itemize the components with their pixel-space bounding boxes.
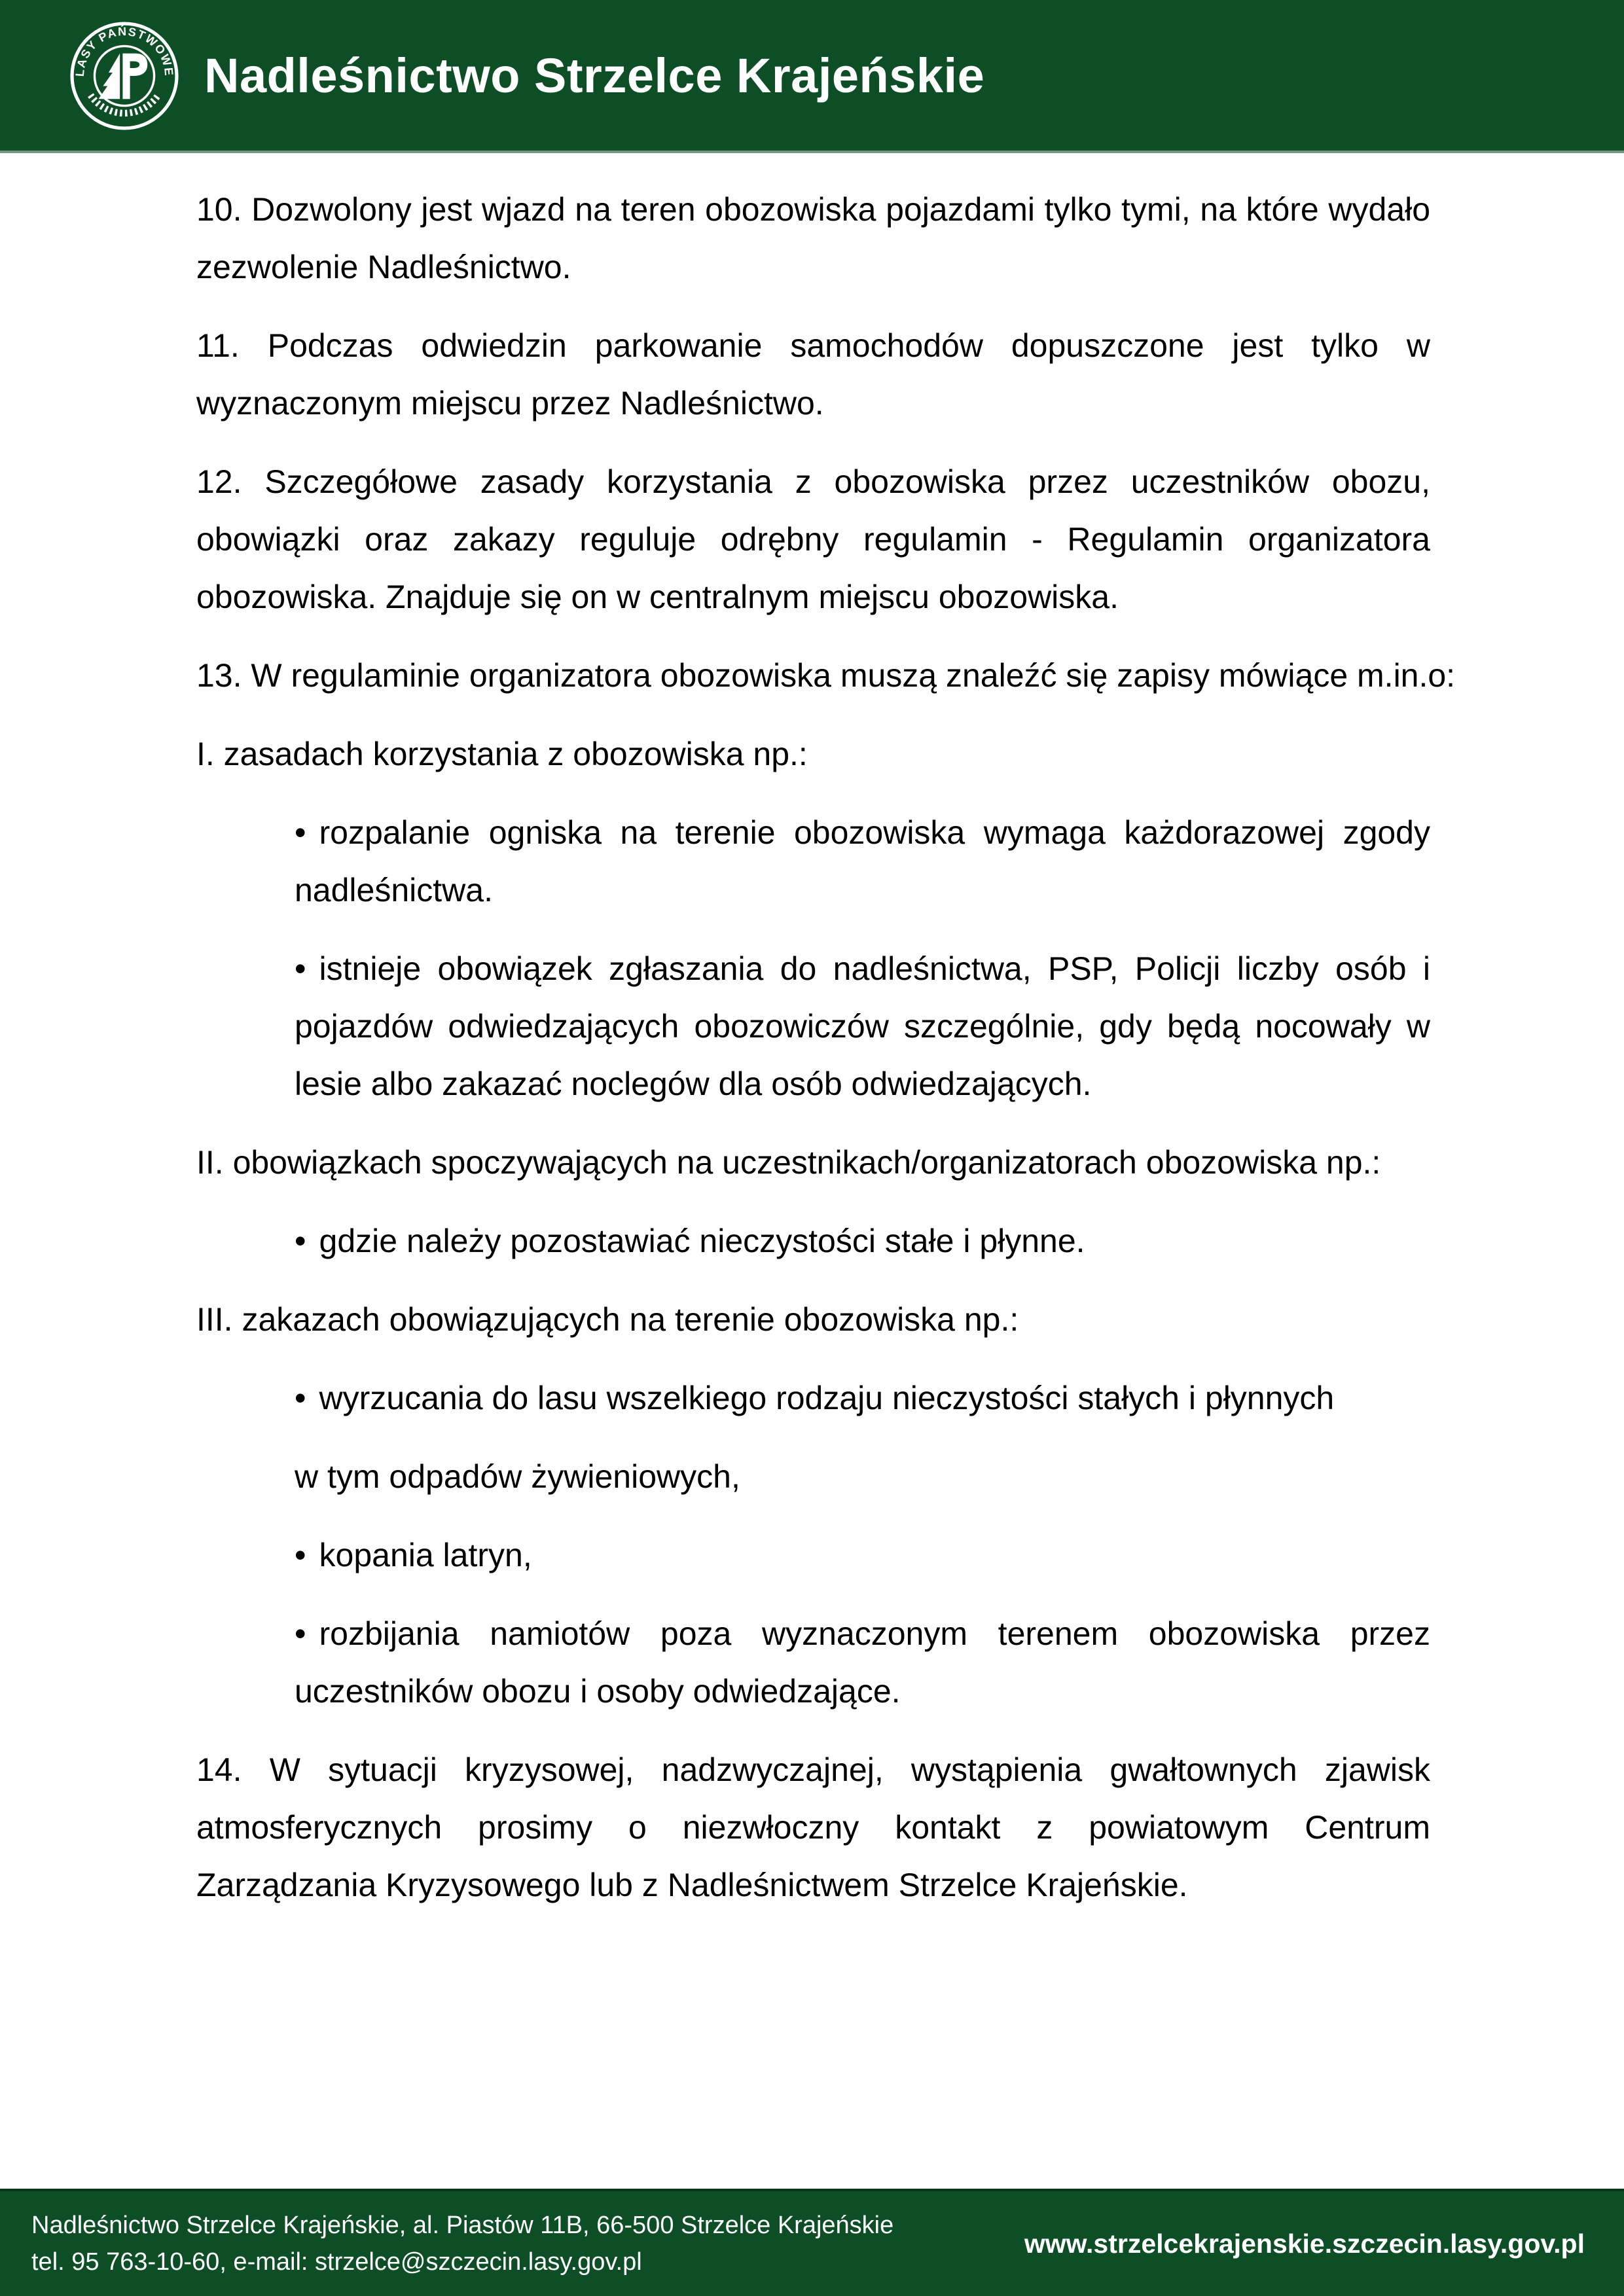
section-heading-3: III. zakazach obowiązujących na terenie obozowiska np.: bbox=[196, 1301, 1019, 1338]
footer-banner bbox=[0, 2189, 1624, 2296]
bullet-text: kopania latryn, bbox=[319, 1537, 532, 1573]
bullet-item bbox=[295, 1526, 1430, 1584]
section-heading-1: I. zasadach korzystania z obozowiska np.: bbox=[196, 736, 808, 772]
bullet-item bbox=[295, 1605, 1430, 1720]
lasy-panstwowe-logo-icon bbox=[68, 20, 181, 132]
bullet-text: rozbijania namiotów poza wyznaczonym terenem obozowiska przez uczestników obozu i osoby odwiedzające. bbox=[295, 1615, 1430, 1710]
bullet-item bbox=[295, 1212, 1430, 1270]
document-body bbox=[196, 153, 1456, 1935]
bullet-text: gdzie należy pozostawiać nieczystości stałe i płynne. bbox=[319, 1223, 1085, 1259]
page-title: Nadleśnictwo Strzelce Krajeńskie bbox=[204, 48, 985, 103]
bullet-icon: • bbox=[295, 950, 306, 987]
bullet-icon: • bbox=[295, 1223, 306, 1259]
tree-p-emblem-icon bbox=[98, 54, 147, 99]
bullet-icon: • bbox=[295, 1537, 306, 1573]
paragraph-13: 13. W regulaminie organizatora obozowiska muszą znaleźć się zapisy mówiące m.in.o: bbox=[196, 657, 1456, 694]
footer-website: www.strzelcekrajenskie.szczecin.lasy.gov.pl bbox=[1024, 2228, 1585, 2259]
footer-address bbox=[0, 2191, 893, 2296]
footer-address-line2: tel. 95 763-10-60, e-mail: strzelce@szczecin.lasy.gov.pl bbox=[31, 2248, 642, 2276]
bullet-text: istnieje obowiązek zgłaszania do nadleśnictwa, PSP, Policji liczby osób i pojazdów odwiedzających obozowiczów szczególnie, gdy będą nocowały w lesie albo zakazać noclegów dla osób odwiedzających. bbox=[295, 950, 1430, 1102]
bullet-icon: • bbox=[295, 814, 306, 851]
bullet-item bbox=[295, 940, 1430, 1113]
bullet-icon: • bbox=[295, 1380, 306, 1416]
paragraph-12: 12. Szczegółowe zasady korzystania z obozowiska przez uczestników obozu, obowiązki oraz zakazy reguluje odrębny regulamin - Regulamin organizatora obozowiska. Znajduje się on w centralnym miejscu obozowiska. bbox=[196, 463, 1430, 615]
footer-address-line1: Nadleśnictwo Strzelce Krajeńskie, al. Piastów 11B, 66-500 Strzelce Krajeńskie bbox=[31, 2212, 894, 2239]
bullet-item bbox=[295, 804, 1430, 919]
svg-text:LASY PAŃSTWOWE: LASY PAŃSTWOWE bbox=[73, 24, 176, 77]
bullet-text: rozpalanie ogniska na terenie obozowiska wymaga każdorazowej zgody nadleśnictwa. bbox=[295, 814, 1430, 908]
bullet-icon: • bbox=[295, 1615, 306, 1652]
bullet-item bbox=[295, 1369, 1430, 1427]
header-banner bbox=[0, 0, 1624, 153]
bullet-continuation-line: w tym odpadów żywieniowych, bbox=[295, 1458, 740, 1495]
section-heading-2: II. obowiązkach spoczywających na uczestnikach/organizatorach obozowiska np.: bbox=[196, 1144, 1381, 1181]
paragraph-14: 14. W sytuacji kryzysowej, nadzwyczajnej, wystąpienia gwałtownych zjawisk atmosferycznych prosimy o niezwłoczny kontakt z powiatowym Centrum Zarządzania Kryzysowego lub z Nadleśnictwem Strzelce Krajeńskie. bbox=[196, 1751, 1430, 1903]
paragraph-11: 11. Podczas odwiedzin parkowanie samochodów dopuszczone jest tylko w wyznaczonym miejscu przez Nadleśnictwo. bbox=[196, 327, 1430, 422]
bullet-text: wyrzucania do lasu wszelkiego rodzaju nieczystości stałych i płynnych bbox=[319, 1380, 1335, 1416]
paragraph-10: 10. Dozwolony jest wjazd na teren obozowiska pojazdami tylko tymi, na które wydało zezwolenie Nadleśnictwo. bbox=[196, 191, 1430, 285]
